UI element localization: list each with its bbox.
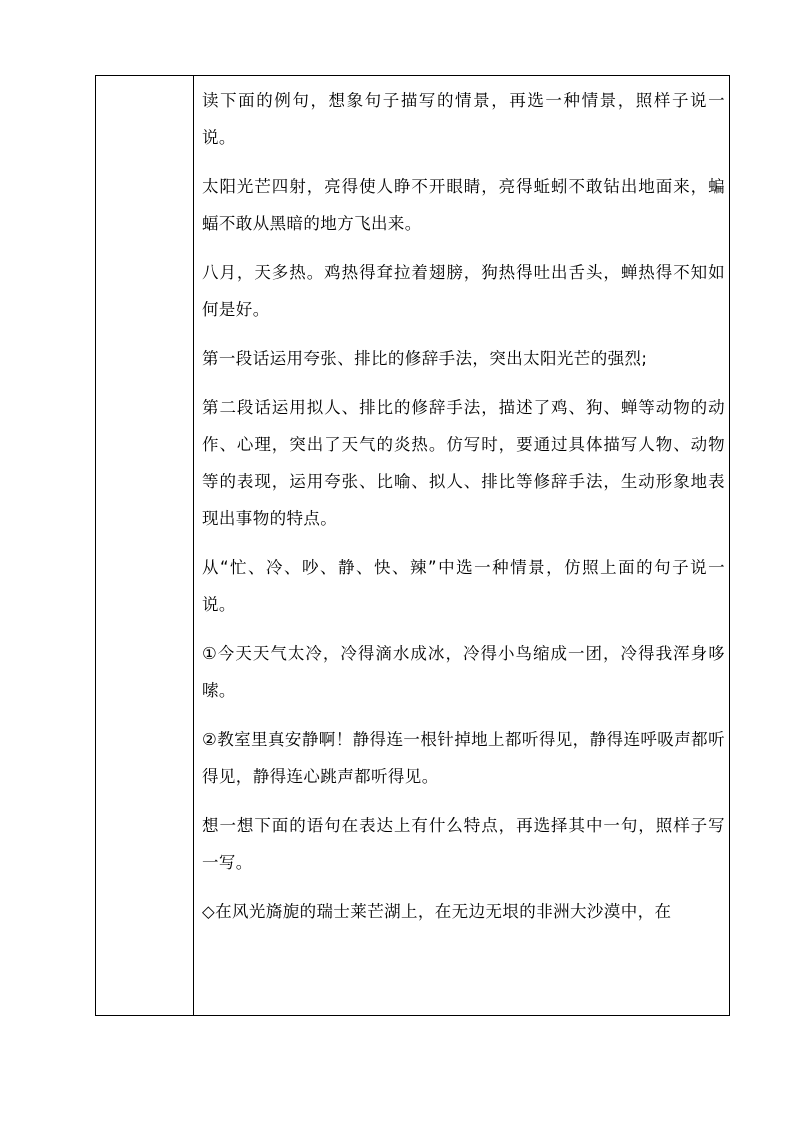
- paragraph-answer-cold: ①今天天气太冷，冷得滴水成冰，冷得小鸟缩成一团，冷得我浑身哆嗦。: [202, 644, 725, 700]
- paragraph-example-lake: ◇在风光旖旎的瑞士莱芒湖上，在无边无垠的非洲大沙漠中，在: [202, 902, 672, 921]
- paragraph-example-heat: 八月，天多热。鸡热得耷拉着翅膀，狗热得吐出舌头，蝉热得不知如何是好。: [202, 263, 725, 319]
- paragraph-analysis-1: 第一段话运用夸张、排比的修辞手法，突出太阳光芒的强烈;: [202, 349, 648, 368]
- paragraph-analysis-2: 第二段话运用拟人、排比的修辞手法，描述了鸡、狗、蝉等动物的动作、心理，突出了天气的炎热。仿写时，要通过具体描写人物、动物等的表现，运用夸张、比喻、拟人、排比等修辞手法，生动形象地表现出事物的特点。: [202, 398, 725, 528]
- document-table: [95, 75, 730, 1016]
- paragraph-instruction-2: 从“忙、冷、吵、静、快、辣”中选一种情景，仿照上面的句子说一说。: [202, 558, 725, 614]
- paragraph-instruction-3: 想一想下面的语句在表达上有什么特点，再选择其中一句，照样子写一写。: [202, 816, 725, 872]
- empty-left-cell: [96, 76, 194, 1015]
- paragraph-answer-quiet: ②教室里真安静啊！静得连一根针掉地上都听得见，静得连呼吸声都听得见，静得连心跳声都听得见。: [202, 730, 725, 786]
- paragraph-example-sun: 太阳光芒四射，亮得使人睁不开眼睛，亮得蚯蚓不敢钻出地面来，蝙蝠不敢从黑暗的地方飞出来。: [202, 177, 725, 233]
- paragraph-instruction-1: 读下面的例句，想象句子描写的情景，再选一种情景，照样子说一说。: [202, 91, 725, 147]
- content-cell: [194, 76, 729, 1015]
